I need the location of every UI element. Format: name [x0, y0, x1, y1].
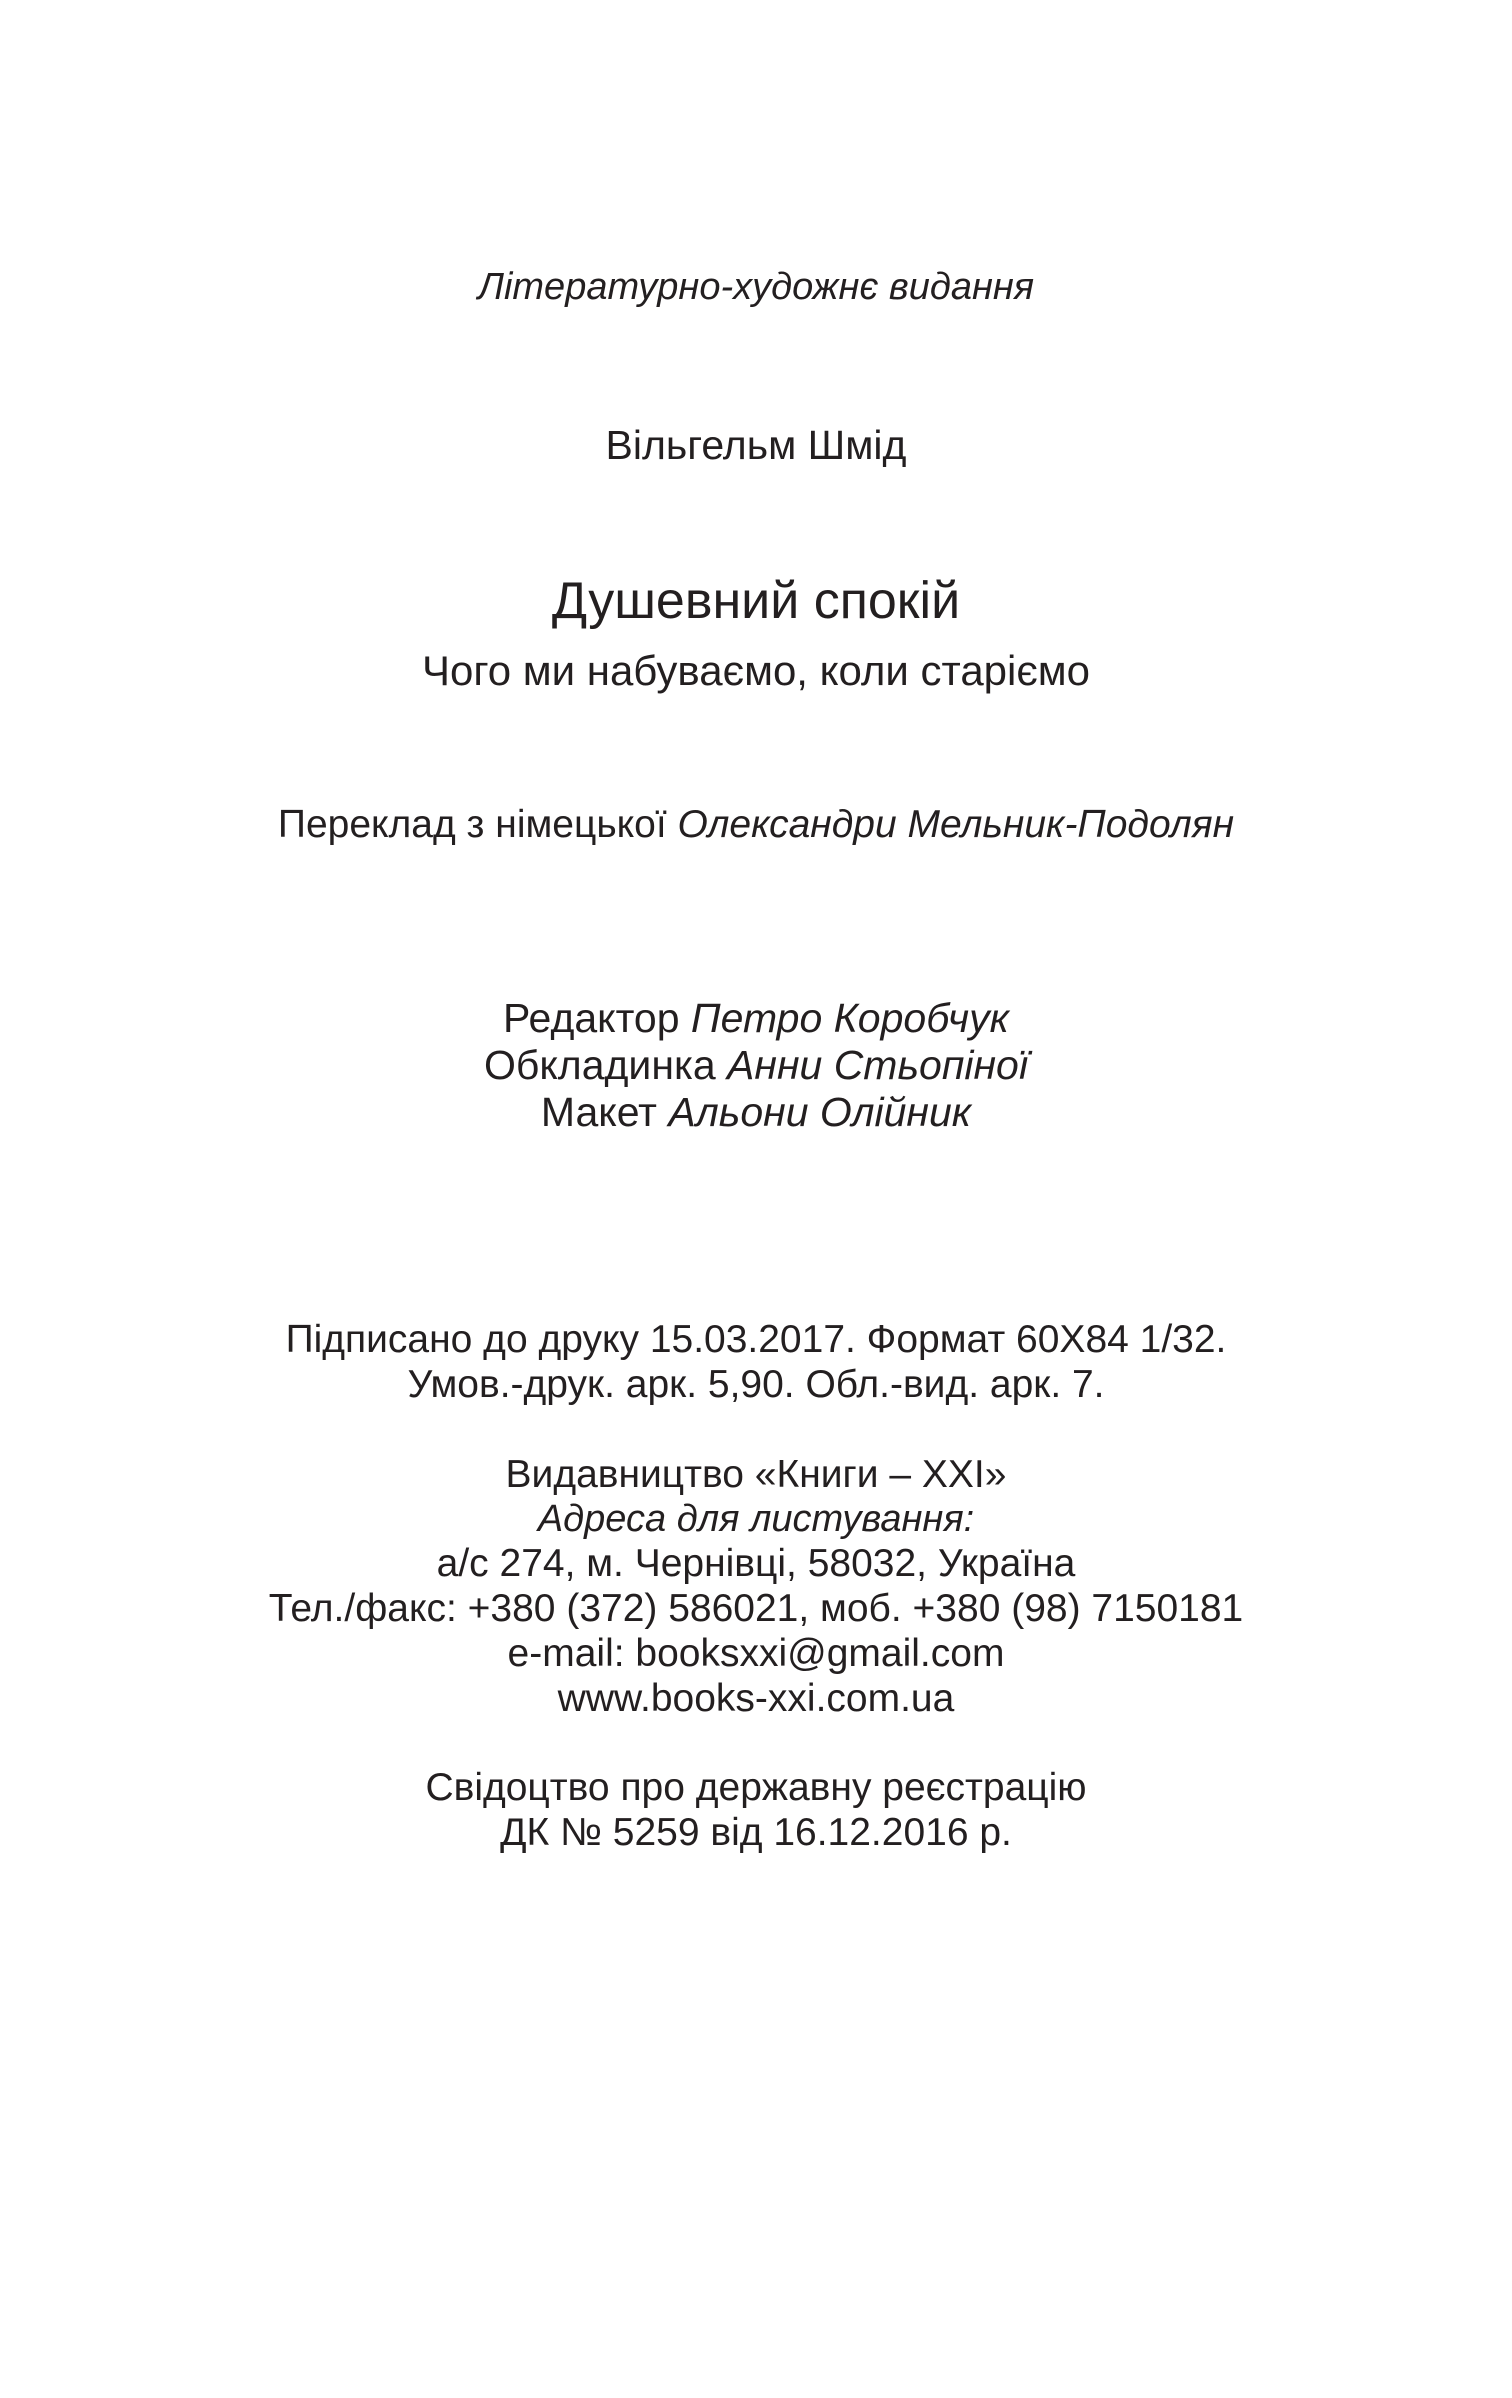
- credit-layout: [0, 1089, 1512, 1135]
- credit-role: Макет: [540, 1089, 657, 1135]
- print-info-line2: Умов.-друк. арк. 5,90. Обл.-вид. арк. 7.: [407, 1363, 1105, 1406]
- translation-label: Переклад з німецької: [277, 803, 667, 846]
- print-info-line1: Підписано до друку 15.03.2017. Формат 60Х84 1/32.: [285, 1318, 1227, 1361]
- publisher-address-label: Адреса для листування:: [537, 1498, 975, 1540]
- publisher-email: e-mail: booksxxi@gmail.com: [507, 1632, 1005, 1675]
- book-subtitle: Чого ми набуваємо, коли старіємо: [421, 647, 1091, 694]
- edition-type: Літературно-художнє видання: [477, 266, 1035, 308]
- author-name: Вільгельм Шмід: [605, 422, 907, 468]
- translation-line: [0, 805, 1512, 844]
- credit-cover: [0, 1042, 1512, 1088]
- publisher-name: Видавництво «Книги – ХХІ»: [505, 1453, 1007, 1496]
- book-title: Душевний спокій: [551, 572, 961, 630]
- translator-name: Олександри Мельник-Подолян: [677, 803, 1235, 846]
- credit-role: Обкладинка: [484, 1042, 716, 1088]
- publisher-phone: Тел./факс: +380 (372) 586021, моб. +380 (98) 7150181: [268, 1587, 1244, 1630]
- credit-person: Альони Олійник: [668, 1089, 972, 1135]
- credit-editor: [0, 995, 1512, 1041]
- publisher-address: а/с 274, м. Чернівці, 58032, Україна: [436, 1542, 1076, 1585]
- credit-role: Редактор: [503, 995, 680, 1041]
- publisher-website: www.books-xxi.com.ua: [557, 1677, 955, 1720]
- registration-line2: ДК № 5259 від 16.12.2016 р.: [500, 1811, 1012, 1854]
- credit-person: Анни Стьопіної: [727, 1042, 1028, 1088]
- registration-line1: Свідоцтво про державну реєстрацію: [425, 1766, 1087, 1809]
- credit-person: Петро Коробчук: [690, 995, 1009, 1041]
